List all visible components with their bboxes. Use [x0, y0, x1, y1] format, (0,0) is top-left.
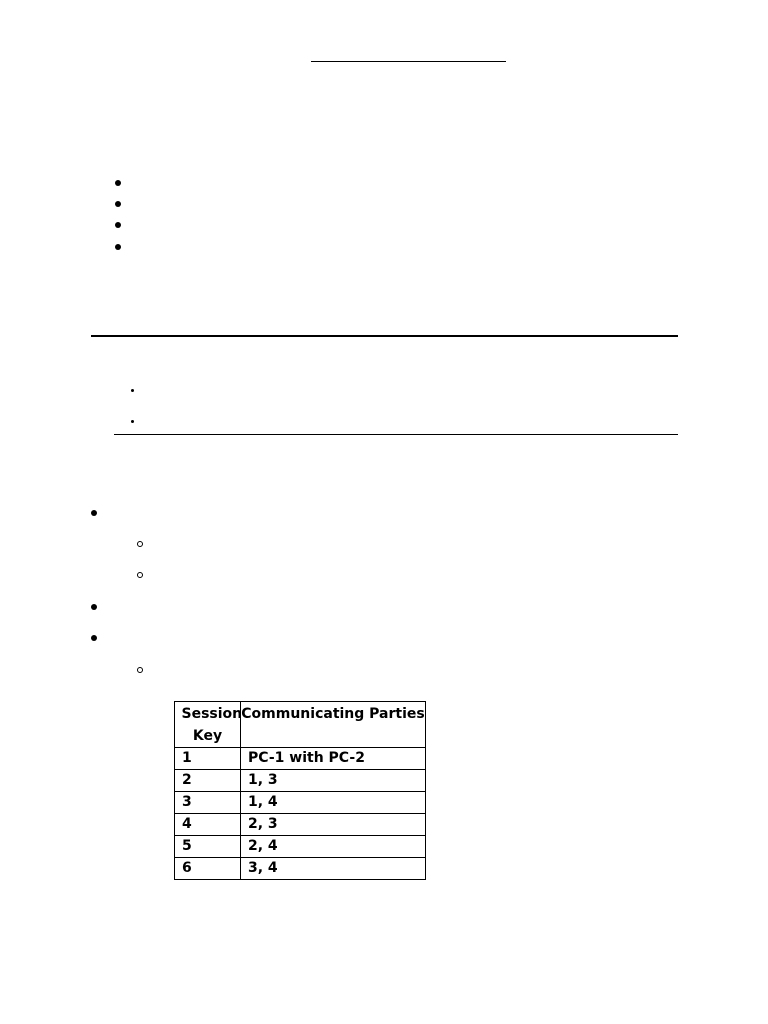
bullet-marker	[115, 244, 121, 250]
section-divider	[91, 335, 678, 337]
table-row	[175, 858, 426, 880]
bullet-marker	[115, 201, 121, 207]
session-key-cell: 6	[175, 858, 241, 880]
bullet-marker	[115, 180, 121, 186]
table-row	[175, 748, 426, 770]
title-underline	[311, 61, 506, 62]
table-row	[175, 770, 426, 792]
parties-cell: 3, 4	[241, 858, 426, 880]
bullet-marker	[91, 635, 97, 641]
table-row	[175, 814, 426, 836]
sub-bullet-marker	[137, 667, 143, 673]
header-session-key	[175, 702, 241, 748]
session-key-table	[174, 701, 426, 880]
parties-cell: 1, 4	[241, 792, 426, 814]
bullet-marker	[91, 510, 97, 516]
session-key-cell: 2	[175, 770, 241, 792]
bullet-marker	[131, 389, 134, 392]
header-label: Communicating Parties	[241, 706, 425, 722]
parties-cell: 1, 3	[241, 770, 426, 792]
session-key-cell: 4	[175, 814, 241, 836]
sub-bullet-marker	[137, 541, 143, 547]
bullet-marker	[115, 222, 121, 228]
parties-cell: 2, 4	[241, 836, 426, 858]
bullet-marker	[131, 420, 134, 423]
box-bottom-rule	[114, 434, 678, 435]
bullet-marker	[91, 604, 97, 610]
table-row	[175, 792, 426, 814]
parties-cell: PC-1 with PC-2	[241, 748, 426, 770]
sub-bullet-marker	[137, 572, 143, 578]
session-key-cell: 5	[175, 836, 241, 858]
session-key-cell: 3	[175, 792, 241, 814]
session-key-cell: 1	[175, 748, 241, 770]
table-header-row	[175, 702, 426, 748]
table-row	[175, 836, 426, 858]
parties-cell: 2, 3	[241, 814, 426, 836]
header-communicating-parties	[241, 702, 426, 748]
header-label: Session Key	[181, 706, 243, 744]
